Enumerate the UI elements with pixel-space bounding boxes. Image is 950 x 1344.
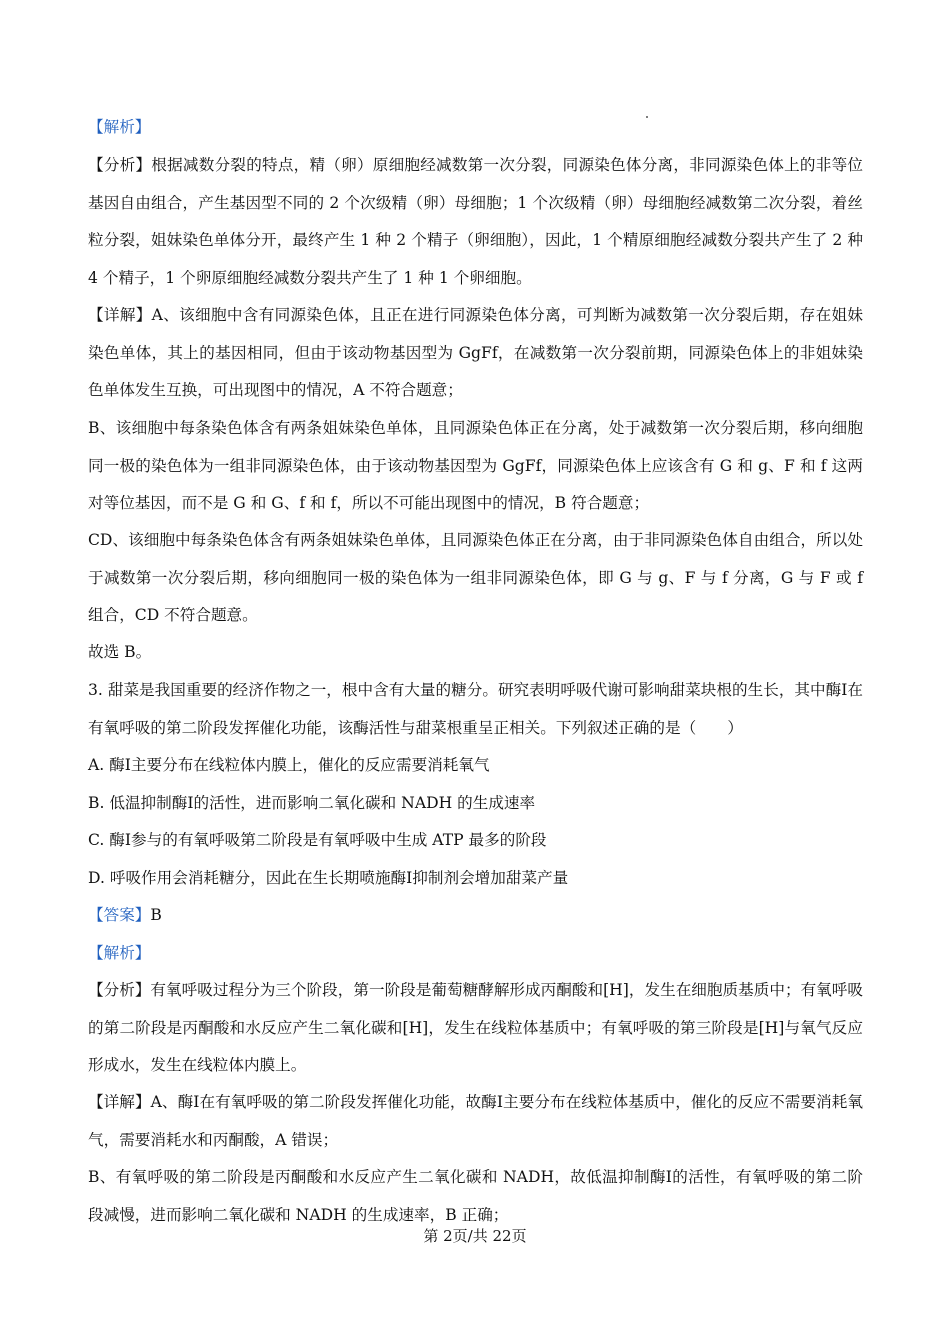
detail-paragraph-1: 【详解】A、该细胞中含有同源染色体，且正在进行同源染色体分离，可判断为减数第一次分裂后期，存在姐妹染色单体，其上的基因相同，但由于该动物基因型为 GgFf，在减数第一次分裂前期，同源染色体上的非姐妹染色单体发生互换，可出现图中的情况，A 不符合题意；	[88, 306, 863, 400]
answer-line	[88, 897, 863, 935]
analysis-heading-1: 【解析】	[88, 118, 151, 136]
answer-tag: 【答案】	[88, 906, 151, 924]
analysis-paragraph-2: 【分析】有氧呼吸过程分为三个阶段，第一阶段是葡萄糖酵解形成丙酮酸和[H]，发生在细胞质基质中；有氧呼吸的第二阶段是丙酮酸和水反应产生二氧化碳和[H]，发生在线粒体基质中；有氧呼吸的第三阶段是[H]与氧气反应形成水，发生在线粒体内膜上。	[88, 981, 863, 1075]
conclusion-line: 故选 B。	[88, 643, 152, 661]
question-3-option-a: A. 酶Ⅰ主要分布在线粒体内膜上，催化的反应需要消耗氧气	[88, 756, 490, 774]
page-number-footer: 第 2页/共 22页	[423, 1227, 527, 1245]
question-3-option-b: B. 低温抑制酶Ⅰ的活性，进而影响二氧化碳和 NADH 的生成速率	[88, 794, 536, 812]
analysis-paragraph-1: 【分析】根据减数分裂的特点，精（卵）原细胞经减数第一次分裂，同源染色体分离，非同源染色体上的非等位基因自由组合，产生基因型不同的 2 个次级精（卵）母细胞；1 个次级精（卵）母细胞经减数第二次分裂，着丝粒分裂，姐妹染色单体分开，最终产生 1 种 2 个精子（卵细胞），因此，1 个精原细胞经减数分裂共产生了 2 种 4 个精子，1 个卵原细胞经减数分裂共产生了 1 种 1 个卵细胞。	[88, 156, 863, 287]
question-3-stem: 3. 甜菜是我国重要的经济作物之一，根中含有大量的糖分。研究表明呼吸代谢可影响甜菜块根的生长，其中酶Ⅰ在有氧呼吸的第二阶段发挥催化功能，该酶活性与甜菜根重呈正相关。下列叙述正确的是（ ）	[88, 681, 863, 737]
option-b-explanation-1: B、该细胞中每条染色体含有两条姐妹染色单体，且同源染色体正在分离，处于减数第一次分裂后期，移向细胞同一极的染色体为一组非同源染色体，由于该动物基因型为 GgFf，同源染色体上应该含有 G 和 g、F 和 f 这两对等位基因，而不是 G 和 G、f 和 f，所以不可能出现图中的情况，B 符合题意；	[88, 419, 863, 513]
option-cd-explanation: CD、该细胞中每条染色体含有两条姐妹染色单体，且同源染色体正在分离，由于非同源染色体自由组合，所以处于减数第一次分裂后期，移向细胞同一极的染色体为一组非同源染色体，即 G 与 g、F 与 f 分离，G 与 F 或 f 组合，CD 不符合题意。	[88, 531, 863, 625]
question-3-option-c: C. 酶Ⅰ参与的有氧呼吸第二阶段是有氧呼吸中生成 ATP 最多的阶段	[88, 831, 547, 849]
analysis-heading-2: 【解析】	[88, 944, 151, 962]
detail-paragraph-2: 【详解】A、酶Ⅰ在有氧呼吸的第二阶段发挥催化功能，故酶Ⅰ主要分布在线粒体基质中，催化的反应不需要消耗氧气，需要消耗水和丙酮酸，A 错误；	[88, 1093, 863, 1149]
answer-value: B	[150, 906, 162, 924]
option-b-explanation-2: B、有氧呼吸的第二阶段是丙酮酸和水反应产生二氧化碳和 NADH，故低温抑制酶Ⅰ的活性，有氧呼吸的第二阶段减慢，进而影响二氧化碳和 NADH 的生成速率，B 正确；	[88, 1168, 863, 1224]
question-3-option-d: D. 呼吸作用会消耗糖分，因此在生长期喷施酶Ⅰ抑制剂会增加甜菜产量	[88, 869, 569, 887]
